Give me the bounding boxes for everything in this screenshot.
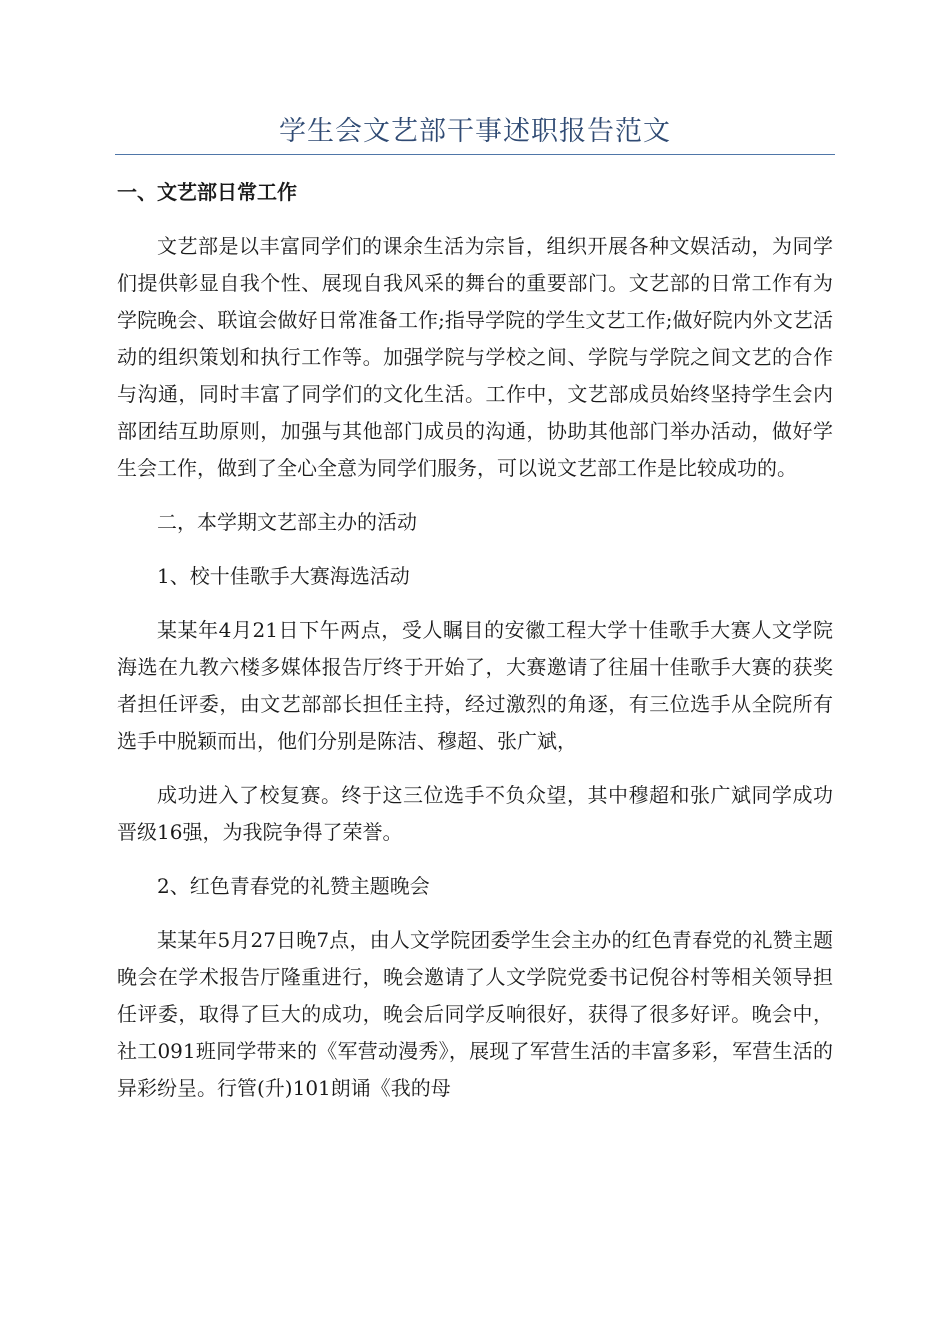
document-body xyxy=(117,174,833,1107)
paragraph-singer-contest: 某某年4月21日下午两点，受人瞩目的安徽工程大学十佳歌手大赛人文学院海选在九教六楼多媒体报告厅终于开始了，大赛邀请了往届十佳歌手大赛的获奖者担任评委，由文艺部部长担任主持，经过激烈的角逐，有三位选手从全院所有选手中脱颖而出，他们分别是陈洁、穆超、张广斌， xyxy=(117,618,833,753)
title-underline xyxy=(115,154,835,155)
document-title: 学生会文艺部干事述职报告范文 xyxy=(279,116,671,147)
activity-heading-singer-contest: 1、校十佳歌手大赛海选活动 xyxy=(157,564,410,588)
paragraph-daily-work: 文艺部是以丰富同学们的课余生活为宗旨，组织开展各种文娱活动，为同学们提供彰显自我个性、展现自我风采的舞台的重要部门。文艺部的日常工作有为学院晚会、联谊会做好日常准备工作;指导学院的学生文艺工作;做好院内外文艺活动的组织策划和执行工作等。加强学院与学校之间、学院与学院之间文艺的合作与沟通，同时丰富了同学们的文化生活。工作中，文艺部成员始终坚持学生会内部团结互助原则，加强与其他部门成员的沟通，协助其他部门举办活动，做好学生会工作，做到了全心全意为同学们服务，可以说文艺部工作是比较成功的。 xyxy=(117,234,833,480)
section-heading-activities: 二，本学期文艺部主办的活动 xyxy=(157,510,417,534)
paragraph-party-gala: 某某年5月27日晚7点，由人文学院团委学生会主办的红色青春党的礼赞主题晚会在学术报告厅隆重进行，晚会邀请了人文学院党委书记倪谷村等相关领导担任评委，取得了巨大的成功，晚会后同学反响很好，获得了很多好评。晚会中，社工091班同学带来的《军营动漫秀》，展现了军营生活的丰富多彩，军营生活的异彩纷呈。行管(升)101朗诵《我的母 xyxy=(117,928,833,1100)
section-heading-daily-work: 一、文艺部日常工作 xyxy=(117,180,297,204)
paragraph-singer-contest-result: 成功进入了校复赛。终于这三位选手不负众望，其中穆超和张广斌同学成功晋级16强，为我院争得了荣誉。 xyxy=(117,783,833,844)
activity-heading-party-gala: 2、红色青春党的礼赞主题晚会 xyxy=(157,874,430,898)
